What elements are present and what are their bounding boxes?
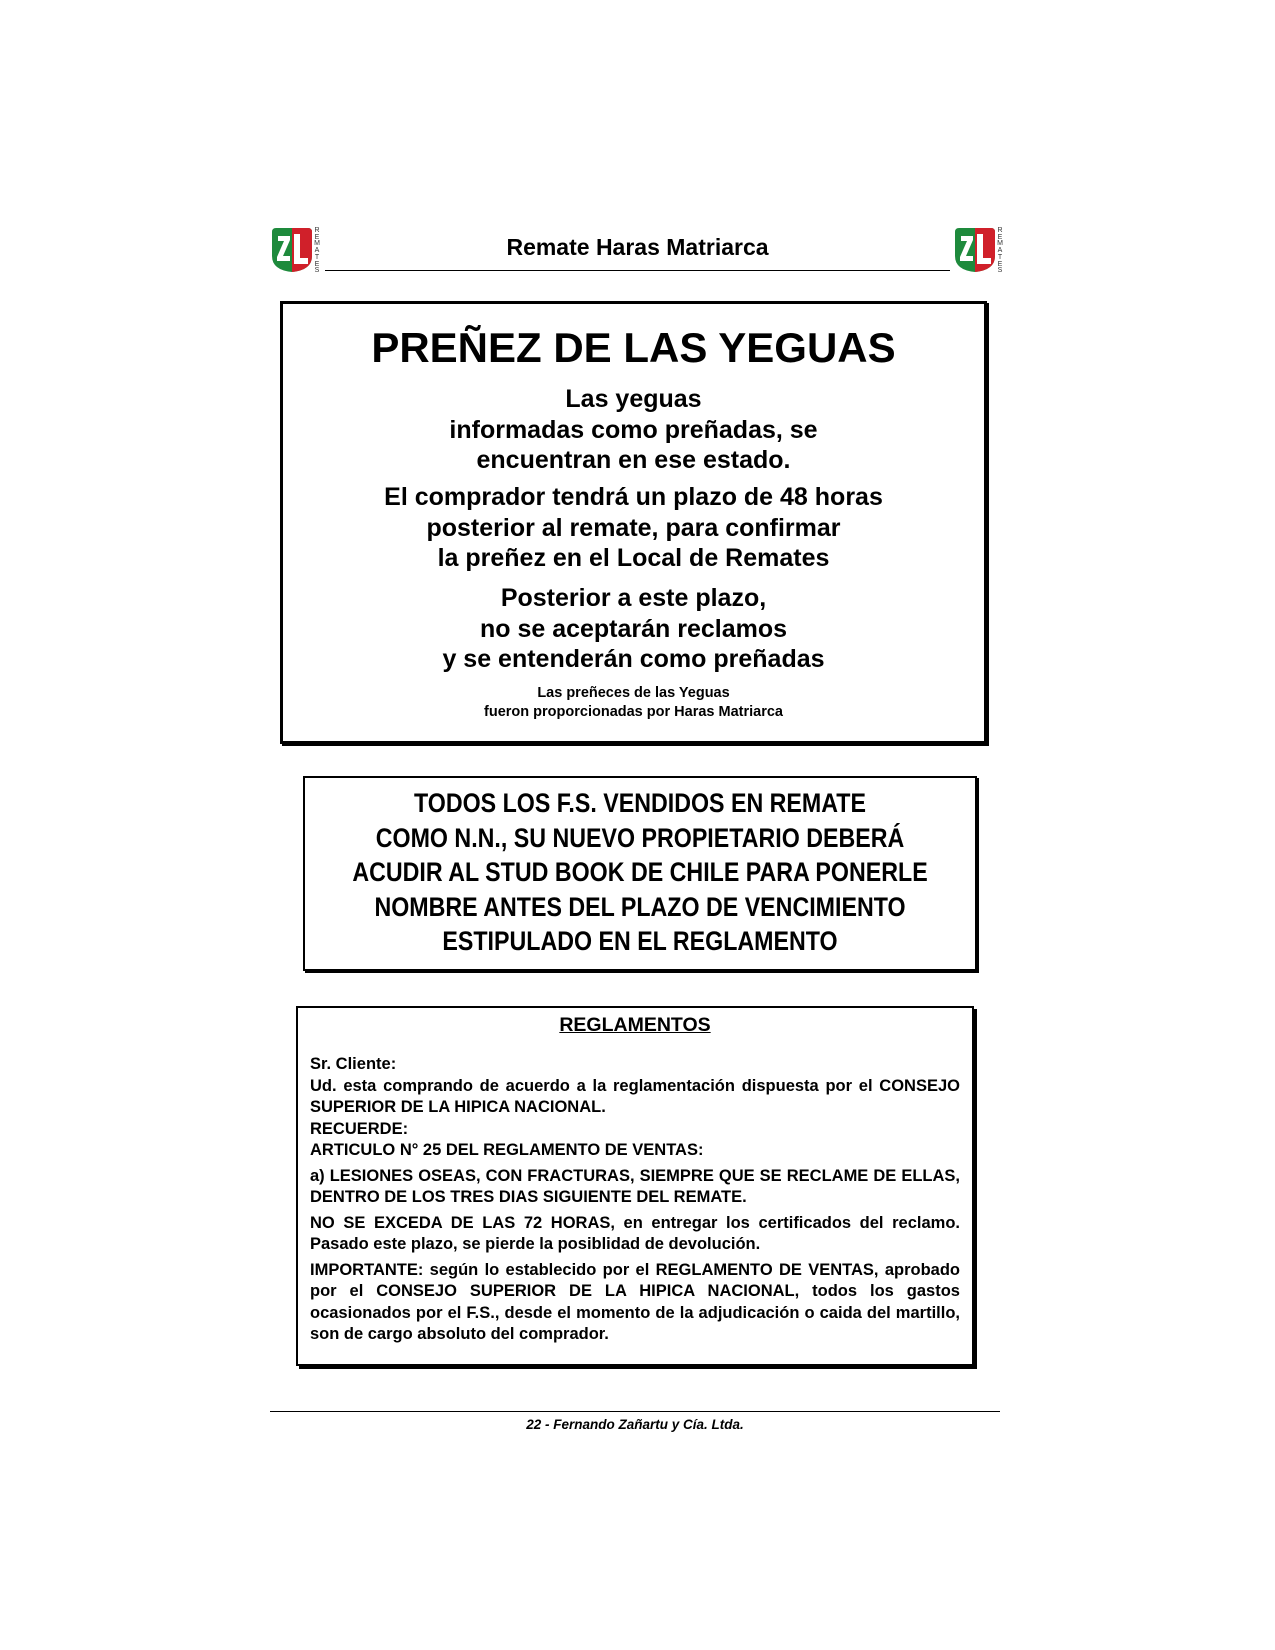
text-line: ESTIPULADO EN EL REGLAMENTO	[442, 926, 838, 956]
item-a: a) LESIONES OSEAS, CON FRACTURAS, SIEMPRE QUE SE RECLAME DE ELLAS, DENTRO DE LOS TRES DIAS SIGUIENTE DEL REMATE.	[310, 1166, 960, 1206]
text-line: NOMBRE ANTES DEL PLAZO DE VENCIMIENTO	[374, 891, 906, 922]
pregnancy-notice-box	[280, 301, 987, 744]
header-title: Remate Haras Matriarca	[506, 234, 769, 260]
zl-remates-logo	[953, 226, 1005, 274]
text-line: no se aceptarán reclamos	[479, 614, 788, 643]
page-footer: 22 - Fernando Zañartu y Cía. Ltda.	[526, 1417, 744, 1432]
pregnancy-title: PREÑEZ DE LAS YEGUAS	[371, 324, 896, 371]
pregnancy-paragraph-3	[283, 583, 984, 675]
intro-paragraph: Ud. esta comprando de acuerdo a la reglamentación dispuesta por el CONSEJO SUPERIOR DE LA HIPICA NACIONAL.	[310, 1076, 960, 1116]
text-line: Las preñeces de las Yeguas	[537, 685, 730, 701]
reglamentos-body	[310, 1054, 960, 1350]
fs-notice-text	[352, 786, 928, 959]
logo-emblem-icon	[953, 226, 997, 274]
reglamentos-title: REGLAMENTOS	[559, 1014, 711, 1036]
greeting: Sr. Cliente:	[310, 1055, 397, 1073]
article-heading: ARTICULO N° 25 DEL REGLAMENTO DE VENTAS:	[310, 1141, 704, 1159]
text-line: TODOS LOS F.S. VENDIDOS EN REMATE	[413, 788, 866, 818]
text-line: la preñez en el Local de Remates	[437, 544, 830, 572]
text-line: informadas como preñadas, se	[449, 415, 818, 444]
text-line: Posterior a este plazo,	[500, 584, 767, 612]
logo-side-text: R E M A T E S	[997, 227, 1003, 275]
fs-registration-notice-box	[303, 776, 977, 971]
important-paragraph: IMPORTANTE: según lo establecido por el REGLAMENTO DE VENTAS, aprobado por el CONSEJO SUPERIOR DE LA HIPICA NACIONAL, todos los gastos ocasionados por el F.S., desde el momento de la adjudicación o caida del martillo, son de cargo absoluto del comprador.	[310, 1260, 960, 1343]
header-divider	[325, 270, 950, 271]
text-line: El comprador tendrá un plazo de 48 horas	[384, 483, 883, 511]
text-line: Las yeguas	[565, 385, 702, 413]
footer-divider	[270, 1411, 1000, 1412]
text-line: y se entenderán como preñadas	[442, 645, 825, 673]
pregnancy-paragraph-1	[283, 384, 984, 476]
time-limit-paragraph: NO SE EXCEDA DE LAS 72 HORAS, en entregar los certificados del reclamo. Pasado este plazo, se pierde la posiblidad de devolución.	[310, 1213, 960, 1253]
logo-side-text: R E M A T E S	[314, 227, 320, 275]
pregnancy-source-note	[283, 684, 984, 722]
pregnancy-paragraph-2	[283, 482, 984, 574]
text-line: encuentran en ese estado.	[476, 446, 791, 474]
text-line: ACUDIR AL STUD BOOK DE CHILE PARA PONERLE	[352, 857, 928, 887]
recuerde-label: RECUERDE:	[310, 1119, 409, 1138]
text-line: posterior al remate, para confirmar	[426, 513, 841, 542]
text-line: fueron proporcionadas por Haras Matriarca	[484, 704, 783, 720]
reglamentos-box	[296, 1006, 974, 1366]
text-line: COMO N.N., SU NUEVO PROPIETARIO DEBERÁ	[375, 822, 905, 853]
page-header	[270, 226, 1005, 274]
